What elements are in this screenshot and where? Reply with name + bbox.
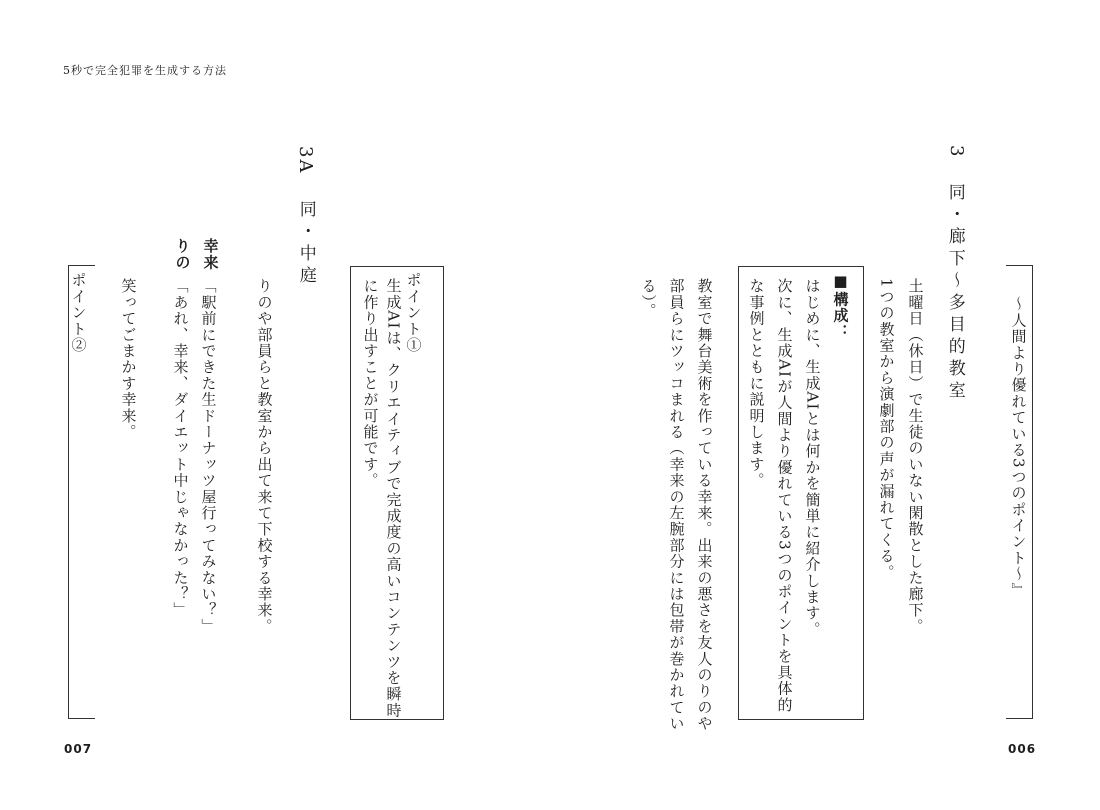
left-box-line-2: 生成AIは、クリエイティブで完成度の高いコンテンツを瞬時 (384, 278, 403, 719)
left-scene-title: 同・中庭 (295, 200, 316, 288)
right-after-line-3: る）。 (639, 278, 658, 320)
right-box-heading: ■構成： (831, 272, 850, 340)
right-after-line-1: 教室で舞台美術を作っている幸来。出来の悪さを友人のりのや (695, 278, 714, 732)
right-line-2: 1つの教室から演劇部の声が漏れてくる。 (877, 278, 896, 581)
right-box-line-2: 次に、生成AIが人間より優れている3つのポイントを具体的 (775, 278, 794, 713)
right-scene-title: 同・廊下〜多目的教室 (944, 183, 965, 403)
left-bracket-text: ポイント② (69, 272, 88, 353)
right-page-number: 006 (1008, 742, 1037, 756)
left-dialogue-2: 「あれ、幸来、ダイエット中じゃなかった？」 (171, 278, 190, 619)
left-closing-line: 笑ってごまかす幸来。 (119, 278, 138, 440)
left-speaker-1: 幸来 (201, 238, 220, 271)
running-head: 5秒で完全犯罪を生成する方法 (63, 64, 227, 77)
left-scene-number: 3A (294, 146, 316, 175)
right-box-line-1: はじめに、生成AIとは何かを簡単に紹介します。 (803, 278, 822, 638)
right-scene-number: 3 (945, 145, 967, 159)
right-after-line-2: 部員らにツッコまれる（幸来の左腕部分には包帯が巻かれてい (667, 278, 686, 732)
left-dialogue-1: 「駅前にできた生ドーナッツ屋行ってみない？」 (199, 278, 218, 635)
left-box-line-1: ポイント① (404, 272, 423, 353)
right-line-1: 土曜日（休日）で生徒のいない閑散とした廊下。 (906, 278, 925, 635)
right-box-line-3: な事例とともに説明します。 (747, 278, 766, 489)
left-speaker-2: りの (173, 238, 192, 271)
left-action-line: りのや部員らと教室から出て来て下校する幸来。 (255, 278, 274, 635)
left-page-number: 007 (64, 742, 93, 756)
left-box-line-3: に作り出すことが可能です。 (361, 278, 380, 489)
right-bracket-text: 〜人間より優れている3つのポイント〜』 (1009, 296, 1028, 599)
